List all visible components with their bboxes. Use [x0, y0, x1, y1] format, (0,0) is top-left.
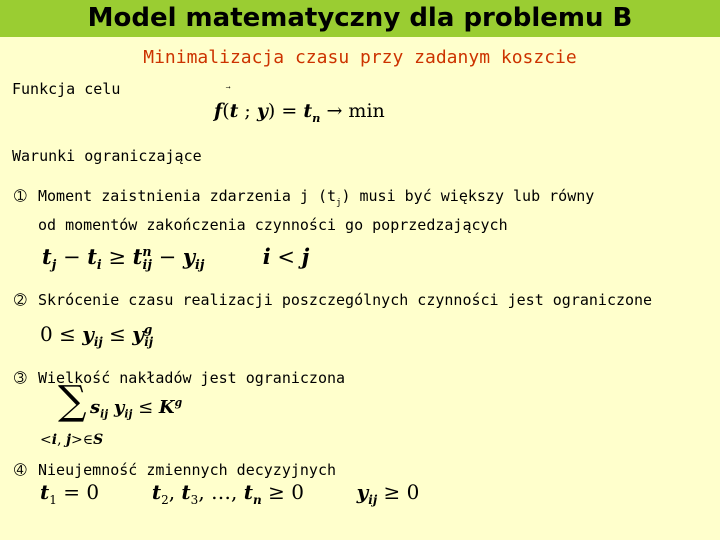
- constraint-2-text: [14, 289, 652, 311]
- constraint-4-number: ➃: [14, 461, 27, 479]
- constraint-1-line1b: ) musi być większy lub równy: [341, 187, 595, 205]
- constraint-3-number: ➂: [14, 369, 27, 387]
- constraint-2-label: Skrócenie czasu realizacji poszczególnych czynności jest ograniczone: [38, 291, 653, 309]
- objective-label: Funkcja celu: [12, 80, 121, 98]
- subtitle: Minimalizacja czasu przy zadanym koszcie: [143, 47, 577, 68]
- constraint-3-label: Wielkość nakładów jest ograniczona: [38, 369, 346, 387]
- constraint-1-formula: $t_j - t_i \ge t^n_{ij} - y_{ij}$ i < j: [42, 244, 310, 273]
- constraint-2-number: ➁: [14, 291, 27, 309]
- page-title: Model matematyczny dla problemu B: [87, 3, 633, 33]
- constraint-4-text: [14, 459, 336, 481]
- constraint-1-line2: od momentów zakończenia czynności go poprzedzających: [38, 216, 508, 234]
- constraint-1-text: [14, 185, 594, 236]
- constraints-label: Warunki ograniczające: [12, 147, 202, 165]
- constraint-4-label: Nieujemność zmiennych decyzyjnych: [38, 461, 337, 479]
- objective-formula: f(t ; $y) = t_n \to \min$: [214, 100, 385, 125]
- constraint-4-formula: $t_1 = 0$ $t_2$, $t_3$, …, $t_n \ge 0$ $y_{ij} \ge 0$: [40, 480, 420, 507]
- constraint-1-number: ➀: [14, 187, 27, 205]
- constraint-3-formula: ∑ $s_{ij}$ $y_{ij} \le K^g$ <i, j>∈S: [40, 378, 183, 448]
- constraint-1-line1a: Moment zaistnienia zdarzenia j (t: [38, 187, 337, 205]
- constraint-2-formula: $0 \le y_{ij} \le y^g_{ij}$: [40, 322, 154, 349]
- constraint-1-sub: j: [336, 198, 342, 208]
